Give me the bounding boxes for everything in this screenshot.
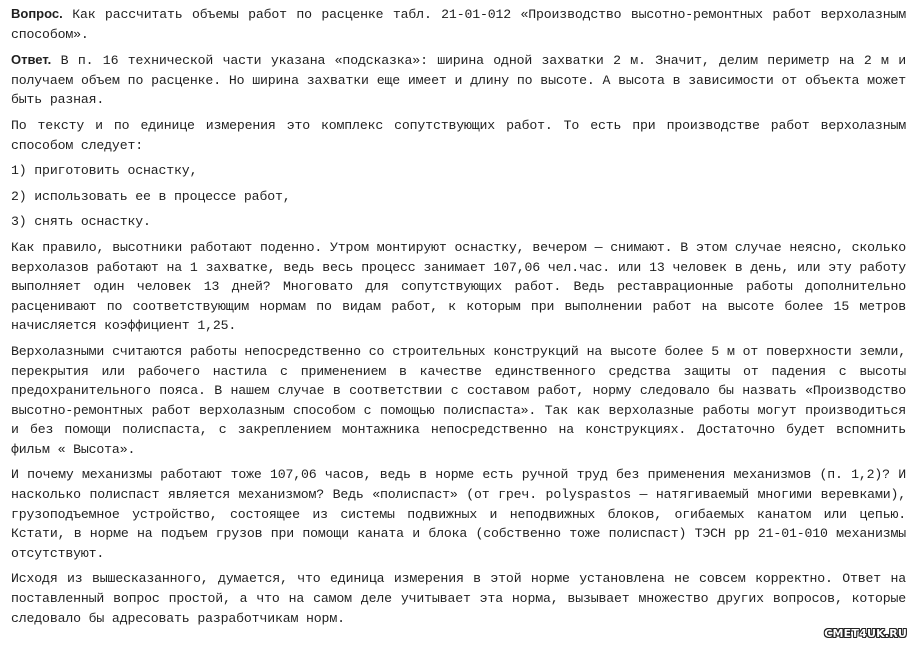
body-paragraph: Верхолазными считаются работы непосредственно со строительных конструкций на высоте более 5 м от поверхности земли, перекрытия или рабочего настила с применением в качестве единственного средства защиты от падения с высоты предохранительного пояса. В нашем случае в соответствии с составом работ, норму следовало бы назвать «Производство высотно-ремонтных работ верхолазным способом с помощью полиспаста». Так как верхолазные работы могут производиться и без помощи полиспаста, с закреплением монтажника непосредственно на конструкциях. Достаточно будет вспомнить фильм « Высота». — [11, 343, 906, 457]
body-paragraph: Исходя из вышесказанного, думается, что единица измерения в этой норме установлена не совсем корректно. Ответ на поставленный вопрос простой, а что на самом деле учитывает эта норма, вызывает множество других вопросов, которые следовало бы адресовать разработчикам норм. — [11, 571, 906, 626]
question-paragraph — [11, 4, 906, 44]
document-body — [11, 4, 906, 634]
answer-paragraph — [11, 50, 906, 110]
step-item: 3) снять оснастку. — [11, 214, 151, 230]
step-item: 1) приготовить оснастку, — [11, 163, 198, 179]
site-watermark: СМЕТ4UK.RU — [824, 627, 907, 640]
body-paragraph: И почему механизмы работают тоже 107,06 часов, ведь в норме есть ручной труд без применения механизмов (п. 1,2)? И насколько полиспаст является механизмом? Ведь «полиспаст» (от греч. polyspastos — натягиваемый многими веревками), грузоподъемное устройство, состоящее из системы подвижных и неподвижных блоков, огибаемых канатом или цепью. Кстати, в норме на подъем грузов при помощи каната и блока (собственно тоже полиспаст) ТЭСН рр 21-01-010 механизмы отсутствуют. — [11, 467, 906, 561]
intro-paragraph: По тексту и по единице измерения это комплекс сопутствующих работ. То есть при производстве работ верхолазным способом следует: — [11, 117, 906, 153]
question-text: Как рассчитать объемы работ по расценке табл. 21-01-012 «Производство высотно-ремонтных работ верхолазным способом». — [11, 7, 906, 42]
answer-label: Ответ. — [11, 52, 52, 68]
question-label: Вопрос. — [11, 6, 63, 21]
body-paragraph: Как правило, высотники работают поденно. Утром монтируют оснастку, вечером — снимают. В этом случае неясно, сколько верхолазов работают на 1 захватке, ведь весь процесс занимает 107,06 чел.час. или 13 человек в день, или эту работу выполняет один человек 13 дней? Многовато для сопутствующих работ. Ведь реставрационные работы дополнительно расценивают по соответствующим нормам по видам работ, к которым при выполнении работ на высоте более 15 метров начисляется коэффициент 1,25. — [11, 239, 906, 334]
answer-text: В п. 16 технической части указана «подсказка»: ширина одной захватки 2 м. Значит, делим периметр на 2 м и получаем объем по расценке. Но ширина захватки еще имеет и длину по высоте. А высота в зависимости от объекта может быть разная. — [11, 53, 906, 108]
step-item: 2) использовать ее в процессе работ, — [11, 188, 291, 204]
